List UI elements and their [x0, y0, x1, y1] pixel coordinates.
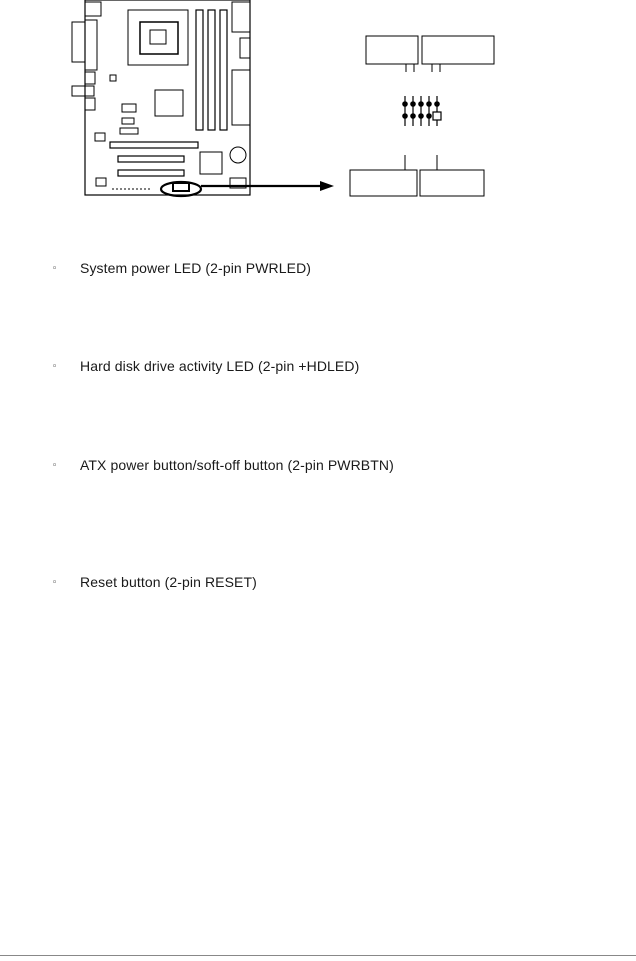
bullet-text: Reset button (2-pin RESET): [80, 574, 257, 590]
footer-rule: [0, 955, 636, 956]
bullet-marker: ◦: [52, 362, 58, 372]
bullet-marker: ◦: [52, 578, 58, 588]
bullet-text: System power LED (2-pin PWRLED): [80, 260, 312, 276]
motherboard-layout: [72, 0, 250, 196]
panel-header-highlight: [161, 182, 201, 196]
bullet-text: Hard disk drive activity LED (2-pin +HDLED): [80, 358, 360, 374]
pointer-arrow: [201, 181, 334, 191]
connector-pin-detail: [350, 36, 494, 196]
bullet-text: ATX power button/soft-off button (2-pin PWRBTN): [80, 457, 394, 473]
panel-connector-diagram: [0, 0, 636, 215]
bullet-marker: ◦: [52, 461, 58, 471]
bullet-hdd-activity-led: [0, 358, 636, 380]
bullet-reset-button: [0, 574, 636, 596]
bullet-marker: ◦: [52, 264, 58, 274]
bullet-system-power-led: [0, 260, 636, 282]
bullet-atx-power-button: [0, 457, 636, 479]
